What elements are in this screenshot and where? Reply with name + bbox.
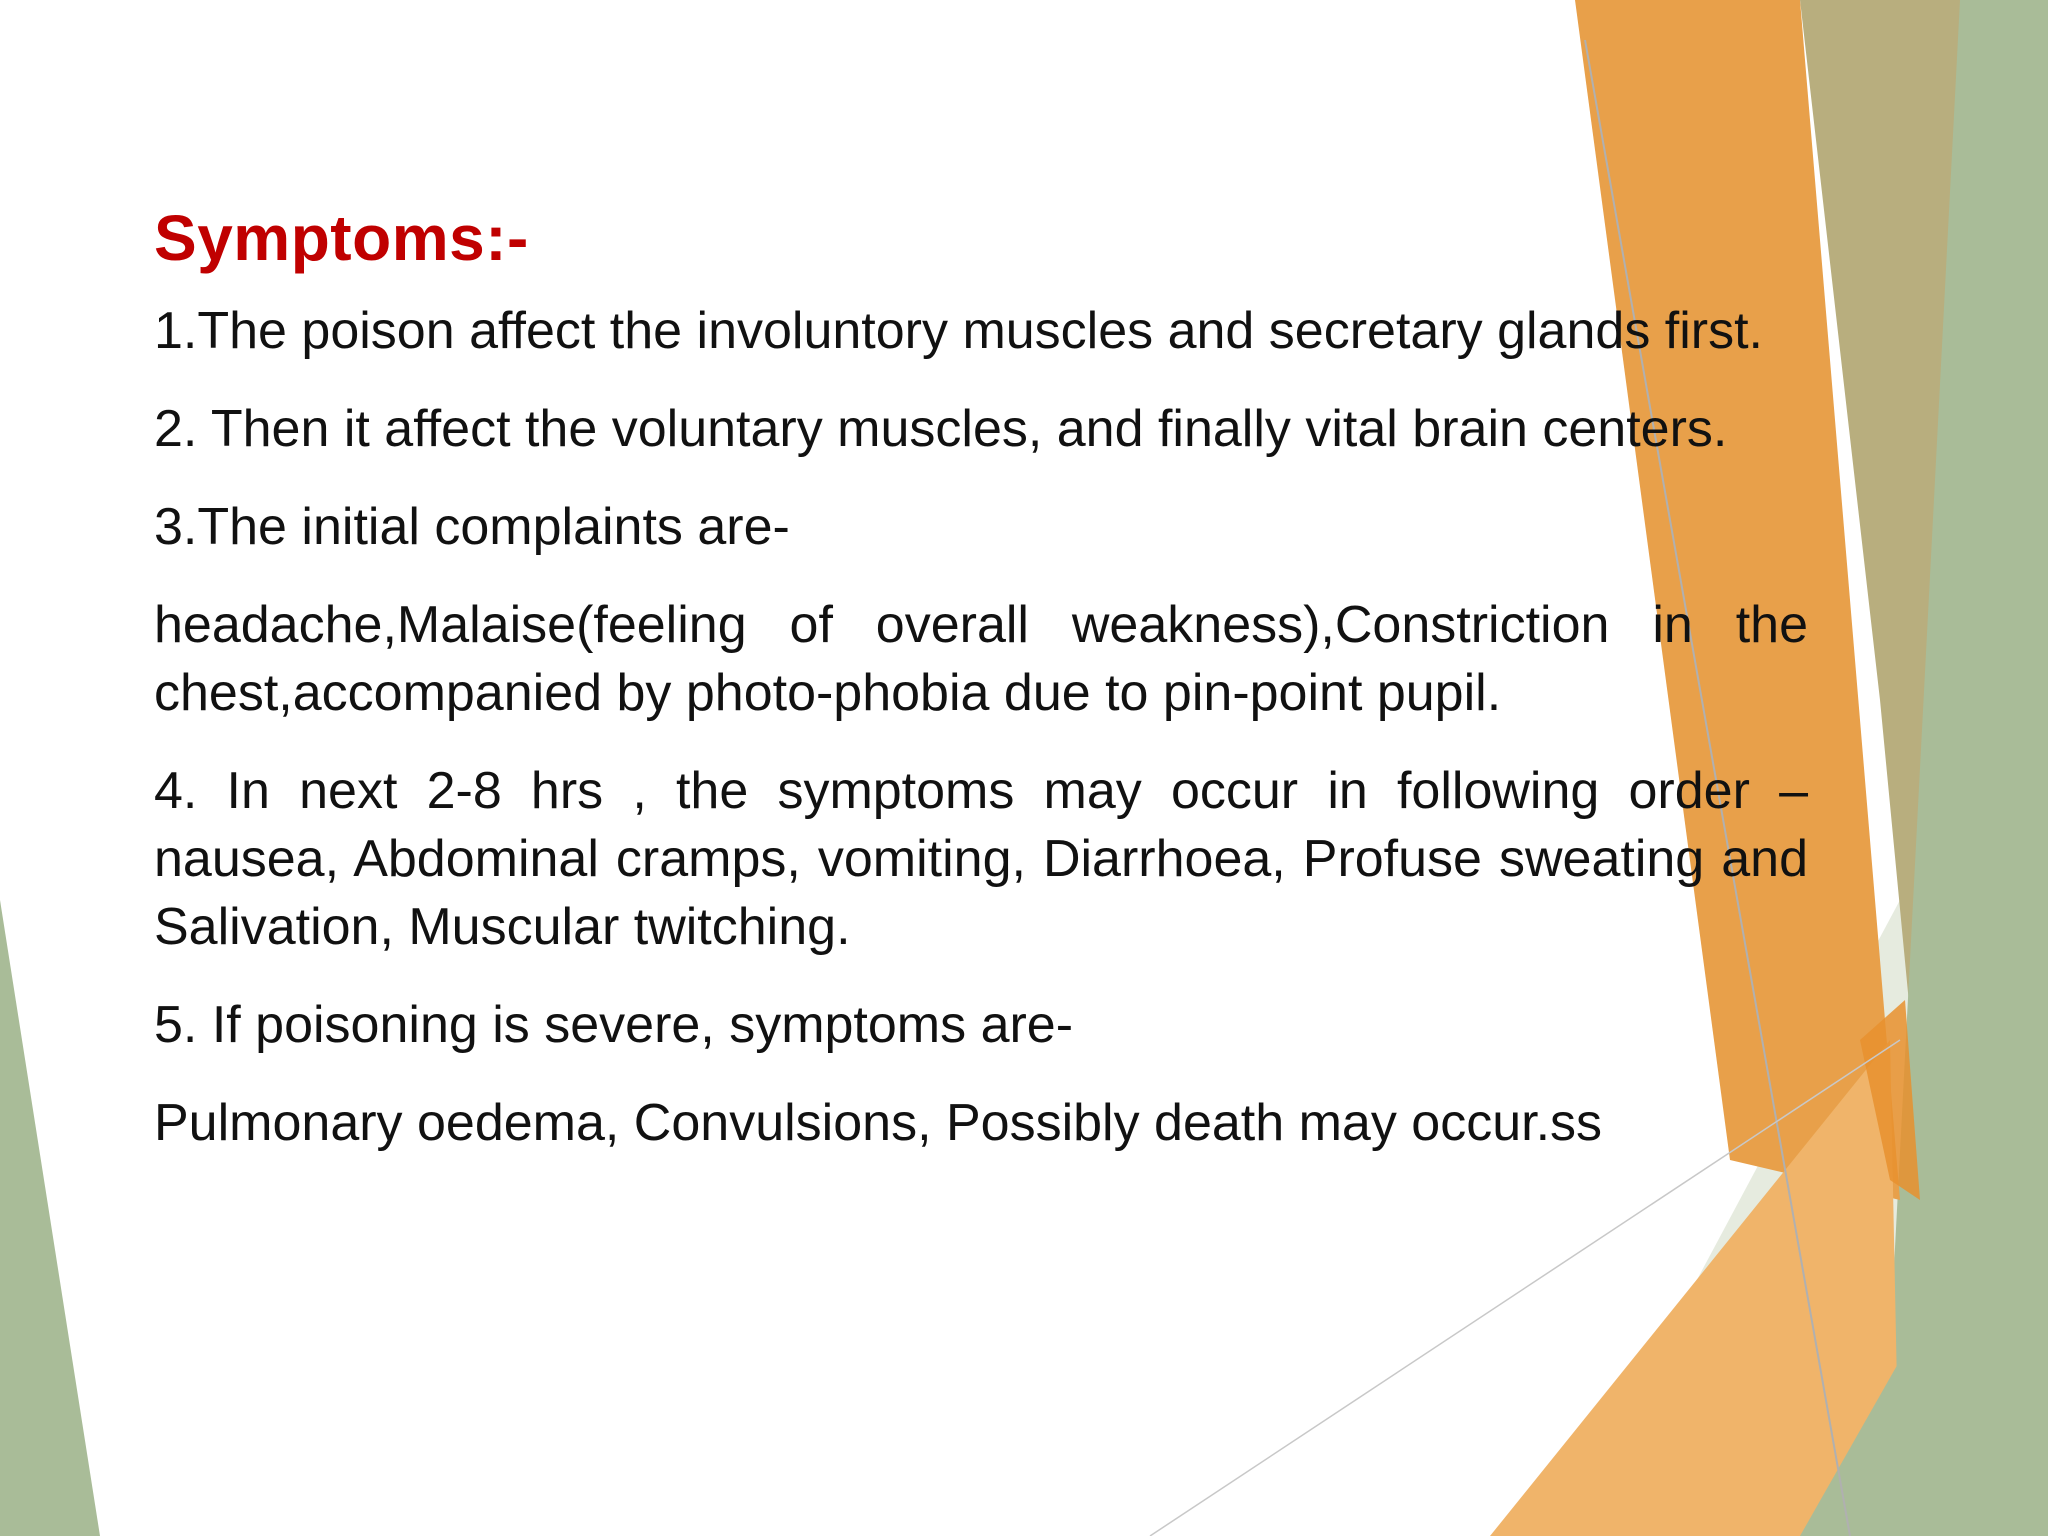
symptom-paragraph-5-detail: Pulmonary oedema, Convulsions, Possibly death may occur.ss — [154, 1093, 1603, 1152]
symptom-paragraph-5: 5. If poisoning is severe, symptoms are- — [154, 995, 1074, 1054]
left-sage-shape — [0, 900, 100, 1536]
slide-content — [154, 200, 1808, 1187]
symptom-paragraph-1: 1.The poison affect the involuntory muscles and secretary glands first. — [154, 301, 1763, 360]
symptom-paragraph-2: 2. Then it affect the voluntary muscles, and finally vital brain centers. — [154, 399, 1728, 458]
symptom-paragraph-4: 4. In next 2-8 hrs , the symptoms may occur in following order – nausea, Abdominal cramps, vomiting, Diarrhoea, Profuse sweating and Salivation, Muscular twitching. — [154, 761, 1808, 956]
symptom-paragraph-3-detail: headache,Malaise(feeling of overall weakness),Constriction in the chest,accompanied by photo-phobia due to pin-point pupil. — [154, 595, 1808, 722]
symptom-paragraph-3: 3.The initial complaints are- — [154, 497, 790, 556]
slide-title: Symptoms:- — [154, 202, 529, 274]
